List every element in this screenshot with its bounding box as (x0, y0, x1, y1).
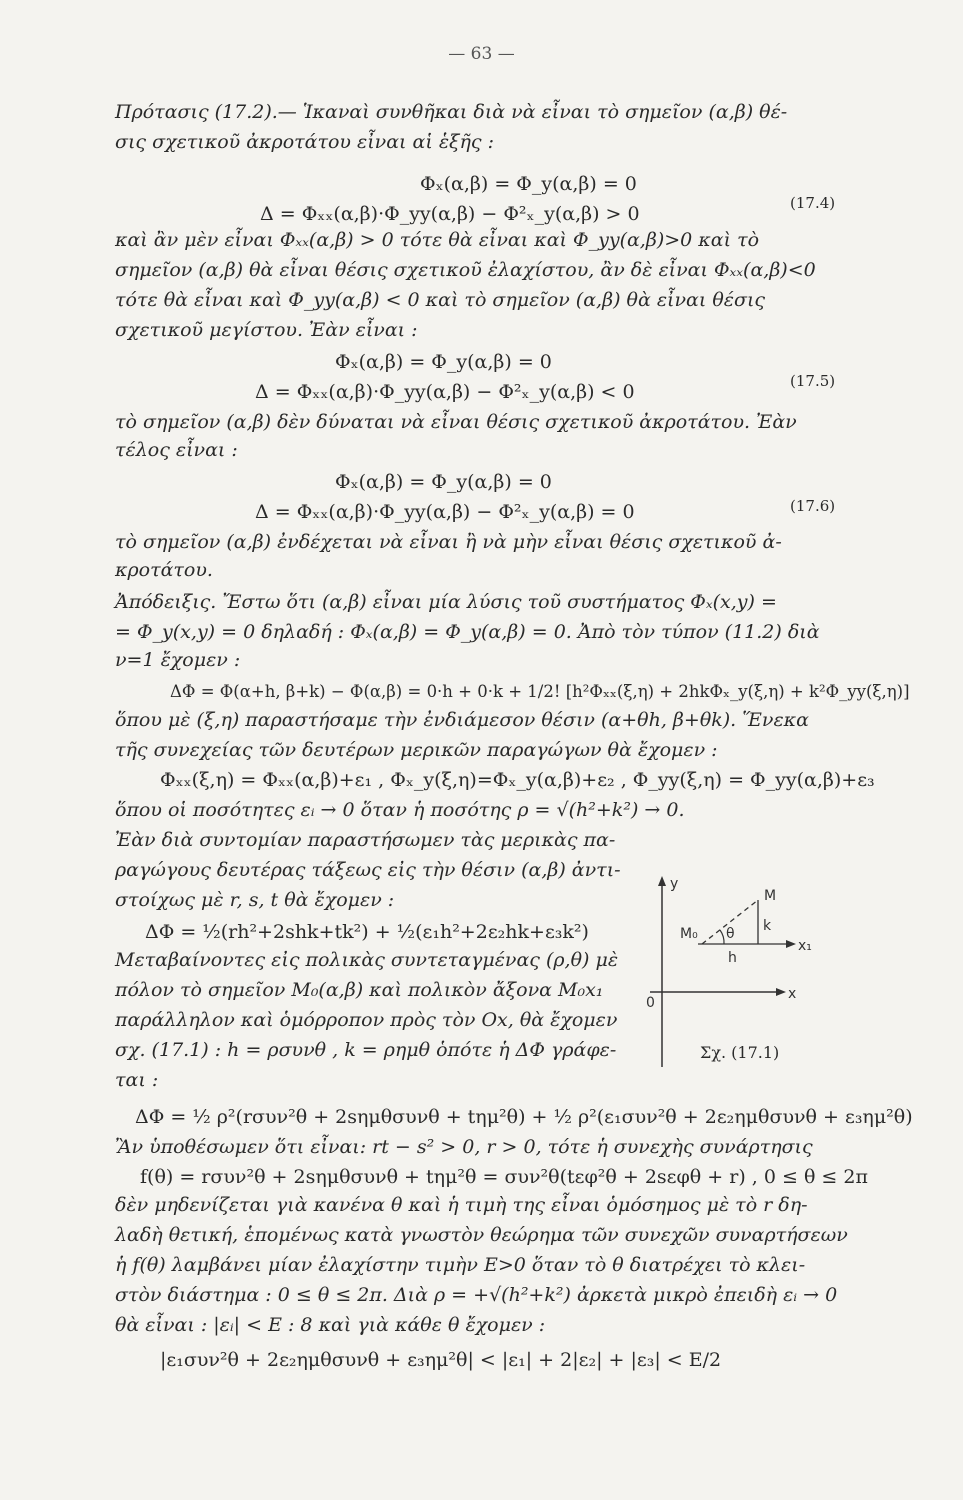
text-line: τῆς συνεχείας τῶν δευτέρων μερικῶν παραγώγων θὰ ἔχομεν : (115, 739, 718, 761)
label-M0: M₀ (680, 926, 698, 942)
text-line: ὅπου οἱ ποσότητες εᵢ → 0 ὅταν ἡ ποσότης ρ = √(h²+k²) → 0. (115, 799, 685, 821)
label-x: x (788, 986, 797, 1002)
label-theta: θ (726, 926, 735, 942)
text-line: Ἐὰν διὰ συντομίαν παραστήσωμεν τὰς μερικὰς πα- (115, 829, 616, 851)
equation-number: (17.5) (790, 372, 836, 390)
text-line: Μεταβαίνοντες εἰς πολικὰς συντεταγμένας (ρ,θ) μὲ (115, 949, 619, 971)
equation-line: ΔΦ = ½(rh²+2shk+tk²) + ½(ε₁h²+2ε₂hk+ε₃k²) (145, 921, 589, 943)
text-line: στὸν διάστημα : 0 ≤ θ ≤ 2π. Διὰ ρ = +√(h²+k²) ἀρκετὰ μικρὸ ἐπειδὴ εᵢ → 0 (115, 1284, 838, 1306)
text-line: τὸ σημεῖον (α,β) ἐνδέχεται νὰ εἶναι ἢ νὰ μὴν εἶναι θέσις σχετικοῦ ἀ- (115, 531, 782, 553)
equation-line: Φₓ(α,β) = Φ_y(α,β) = 0 (335, 351, 552, 373)
text-line: ὅπου μὲ (ξ,η) παραστήσαμε τὴν ἐνδιάμεσον θέσιν (α+θh, β+θk). Ἕνεκα (115, 709, 809, 731)
text-line: ἡ f(θ) λαμβάνει μίαν ἐλαχίστην τιμὴν E>0 ὅταν τὸ θ διατρέχει τὸ κλει- (115, 1254, 806, 1276)
text-line: κροτάτου. (115, 559, 213, 581)
label-h: h (728, 950, 737, 966)
label-y: y (670, 876, 679, 892)
text-line: = Φ_y(x,y) = 0 δηλαδή : Φₓ(α,β) = Φ_y(α,β) = 0. Ἀπὸ τὸν τύπον (11.2) διὰ (115, 621, 820, 643)
x1-axis-arrow (786, 940, 796, 948)
equation-line: ΔΦ = ½ ρ²(rσυν²θ + 2sημθσυνθ + tημ²θ) + ½ ρ²(ε₁συν²θ + 2ε₂ημθσυνθ + ε₃ημ²θ) (135, 1106, 913, 1128)
label-k: k (763, 918, 772, 934)
text-line: καὶ ἂν μὲν εἶναι Φₓₓ(α,β) > 0 τότε θὰ εἶναι καὶ Φ_yy(α,β)>0 καὶ τὸ (115, 229, 760, 251)
equation-line: Φₓₓ(ξ,η) = Φₓₓ(α,β)+ε₁ , Φₓ_y(ξ,η)=Φₓ_y(α,β)+ε₂ , Φ_yy(ξ,η) = Φ_yy(α,β)+ε₃ (160, 769, 875, 791)
text-line: λαδὴ θετική, ἑπομένως κατὰ γνωστὸν θεώρημα τῶν συνεχῶν συναρτήσεων (115, 1224, 848, 1246)
text-line: θὰ εἶναι : |εᵢ| < E : 8 καὶ γιὰ κάθε θ ἔχομεν : (115, 1314, 546, 1336)
equation-line: Δ = Φₓₓ(α,β)·Φ_yy(α,β) − Φ²ₓ_y(α,β) > 0 (260, 203, 640, 225)
theta-arc (720, 930, 724, 944)
text-line: δὲν μηδενίζεται γιὰ κανένα θ καὶ ἡ τιμὴ της εἶναι ὁμόσημος μὲ τὸ r δη- (115, 1194, 808, 1216)
text-line: ραγώγους δευτέρας τάξεως εἰς τὴν θέσιν (α,β) ἀντι- (115, 859, 621, 881)
y-axis-arrow (658, 876, 666, 886)
equation-line: |ε₁συν²θ + 2ε₂ημθσυνθ + ε₃ημ²θ| < |ε₁| + 2|ε₂| + |ε₃| < E/2 (160, 1349, 722, 1371)
equation-line: Φₓ(α,β) = Φ_y(α,β) = 0 (335, 471, 552, 493)
equation-line: Δ = Φₓₓ(α,β)·Φ_yy(α,β) − Φ²ₓ_y(α,β) = 0 (255, 501, 635, 523)
equation-number: (17.6) (790, 497, 836, 515)
text-line: τέλος εἶναι : (115, 439, 238, 461)
equation-line: Φₓ(α,β) = Φ_y(α,β) = 0 (420, 173, 637, 195)
figure-17-1 (640, 872, 940, 1072)
text-line: Ἂν ὑποθέσωμεν ὅτι εἶναι: rt − s² > 0, r > 0, τότε ἡ συνεχὴς συνάρτησις (115, 1136, 813, 1158)
text-line: πόλον τὸ σημεῖον M₀(α,β) καὶ πολικὸν ἄξονα M₀x₁ (115, 979, 604, 1001)
text-line: στοίχως μὲ r, s, t θὰ ἔχομεν : (115, 889, 395, 911)
equation-line: Δ = Φₓₓ(α,β)·Φ_yy(α,β) − Φ²ₓ_y(α,β) < 0 (255, 381, 635, 403)
label-x1: x₁ (798, 938, 812, 954)
label-origin: 0 (646, 995, 655, 1011)
label-M: M (764, 888, 777, 904)
text-line: σημεῖον (α,β) θὰ εἶναι θέσις σχετικοῦ ἐλαχίστου, ἂν δὲ εἶναι Φₓₓ(α,β)<0 (115, 259, 816, 281)
text-line: παράλληλον καὶ ὁμόρροπον πρὸς τὸν Ox, θὰ ἔχομεν (115, 1009, 618, 1031)
text-line: σχετικοῦ μεγίστου. Ἐὰν εἶναι : (115, 319, 418, 341)
figure-caption: Σχ. (17.1) (700, 1043, 780, 1062)
x-axis-arrow (776, 988, 786, 996)
text-line: ται : (115, 1069, 159, 1091)
text-line: τότε θὰ εἶναι καὶ Φ_yy(α,β) < 0 καὶ τὸ σημεῖον (α,β) θὰ εἶναι θέσις (115, 289, 766, 311)
text-line: τὸ σημεῖον (α,β) δὲν δύναται νὰ εἶναι θέσις σχετικοῦ ἀκροτάτου. Ἐὰν (115, 411, 797, 433)
text-line: ν=1 ἔχομεν : (115, 649, 241, 671)
equation-number: (17.4) (790, 194, 836, 212)
text-line: σχ. (17.1) : h = ρσυνθ , k = ρημθ ὁπότε ἡ ΔΦ γράφε- (115, 1039, 617, 1061)
text-line: Πρότασις (17.2).— Ἱκαναὶ συνθῆκαι διὰ νὰ εἶναι τὸ σημεῖον (α,β) θέ- (115, 101, 788, 123)
equation-line: ΔΦ = Φ(α+h, β+k) − Φ(α,β) = 0·h + 0·k + 1/2! [h²Φₓₓ(ξ,η) + 2hkΦₓ_y(ξ,η) + k²Φ_yy(ξ,η)] (170, 682, 910, 701)
text-line: Ἀπόδειξις. Ἔστω ὅτι (α,β) εἶναι μία λύσις τοῦ συστήματος Φₓ(x,y) = (115, 591, 777, 613)
page-number: — 63 — (448, 44, 515, 64)
text-line: σις σχετικοῦ ἀκροτάτου εἶναι αἱ ἑξῆς : (115, 131, 494, 153)
equation-line: f(θ) = rσυν²θ + 2sημθσυνθ + tημ²θ = συν²θ(tεφ²θ + 2sεφθ + r) , 0 ≤ θ ≤ 2π (140, 1166, 868, 1188)
